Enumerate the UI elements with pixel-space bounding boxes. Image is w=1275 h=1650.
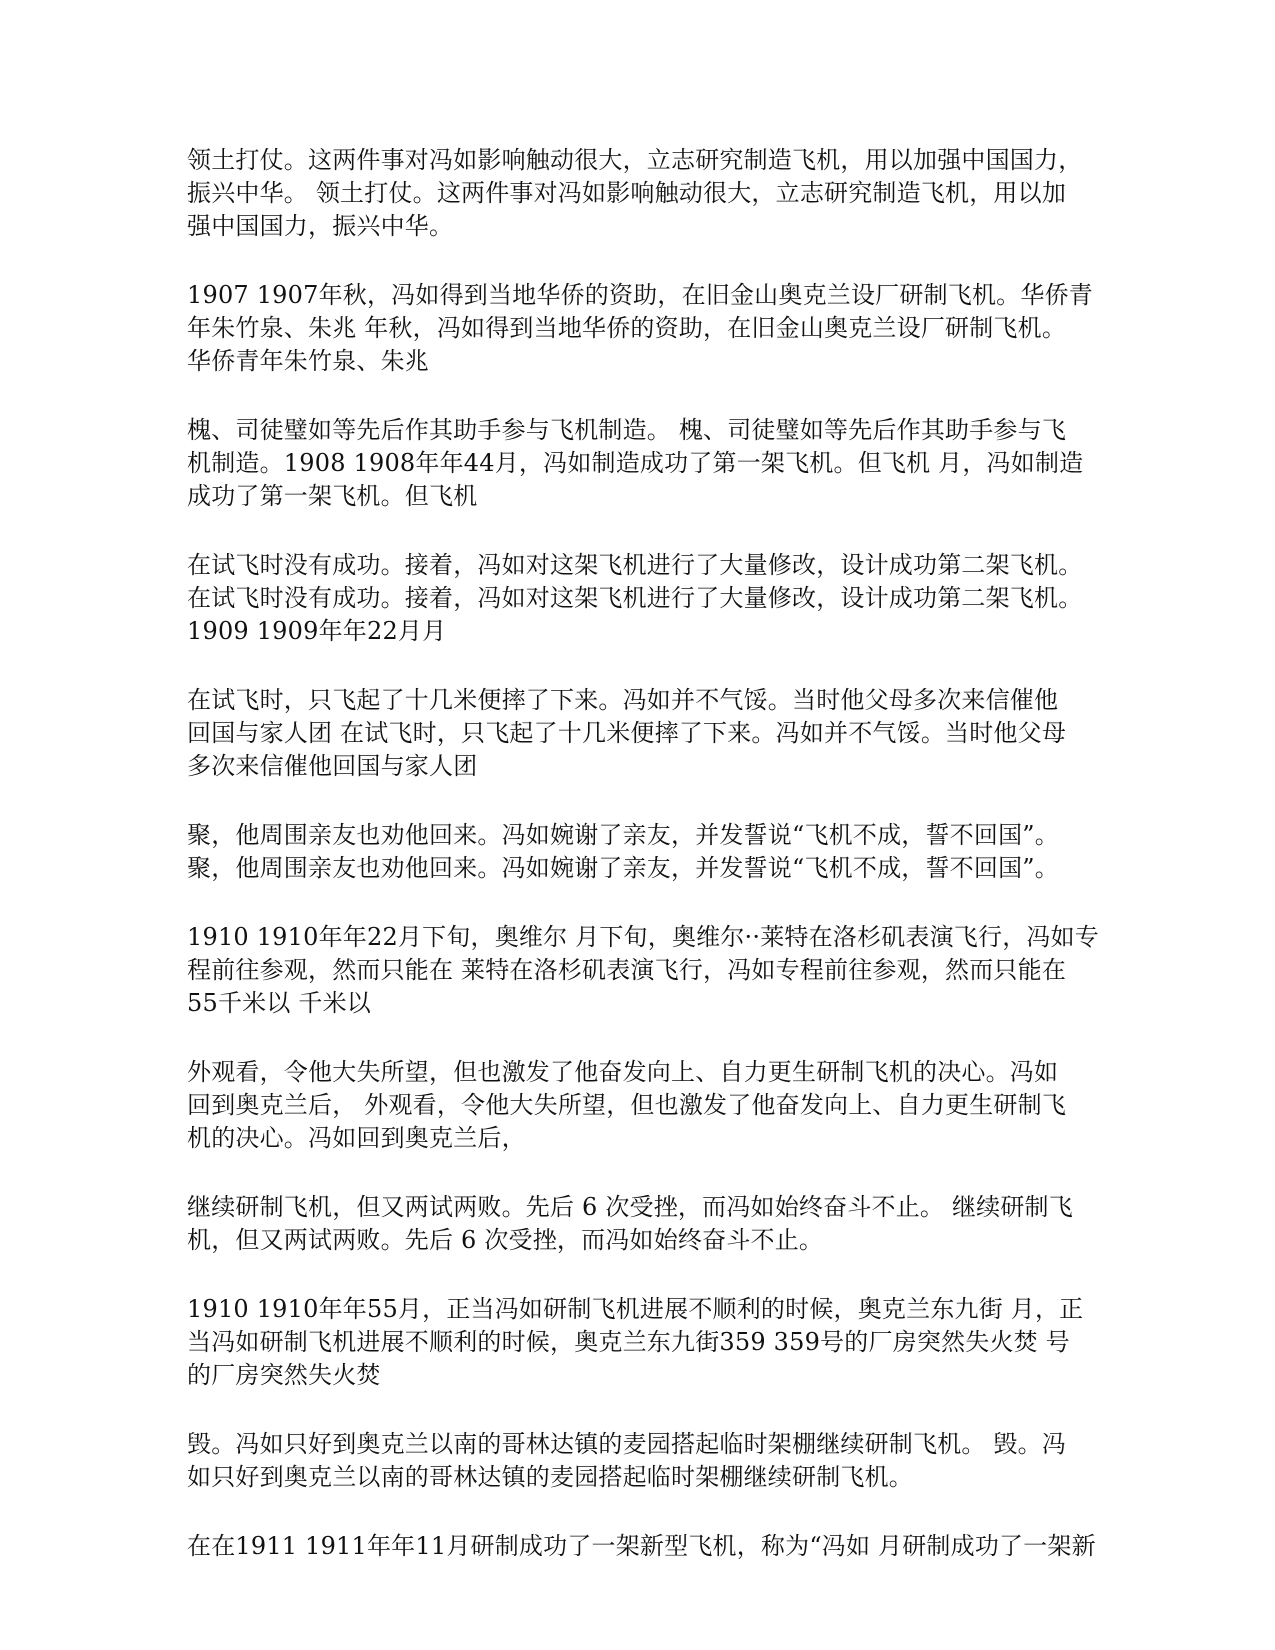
paragraph (187, 414, 1091, 513)
text-line: 毁。冯如只好到奥克兰以南的哥林达镇的麦园搭起临时架棚继续研制飞机。 毁。冯 (187, 1430, 1067, 1458)
paragraph (187, 279, 1091, 378)
text-line: 55千米以 千米以 (187, 989, 371, 1017)
text-line: 机，但又两试两败。先后 6 次受挫，而冯如始终奋斗不止。 (187, 1226, 824, 1254)
text-line: 在试飞时没有成功。接着，冯如对这架飞机进行了大量修改，设计成功第二架飞机。 (187, 551, 1083, 579)
text-line: 外观看，令他大失所望，但也激发了他奋发向上、自力更生研制飞机的决心。冯如 (187, 1058, 1059, 1086)
text-line: 机的决心。冯如回到奥克兰后， (187, 1124, 526, 1152)
text-line: 如只好到奥克兰以南的哥林达镇的麦园搭起临时架棚继续研制飞机。 (187, 1463, 913, 1491)
text-line: 领土打仗。这两件事对冯如影响触动很大，立志研究制造飞机，用以加强中国国力， (187, 146, 1083, 174)
text-line: 1910 1910年年22月下旬，奥维尔 月下旬，奥维尔··莱特在洛杉矶表演飞行，冯如专 (187, 923, 1100, 951)
text-line: 年朱竹泉、朱兆 年秋，冯如得到当地华侨的资助，在旧金山奥克兰设厂研制飞机。 (187, 314, 1067, 342)
paragraph (187, 1293, 1091, 1392)
text-line: 华侨青年朱竹泉、朱兆 (187, 347, 429, 375)
text-line: 回到奥克兰后， 外观看，令他大失所望，但也激发了他奋发向上、自力更生研制飞 (187, 1091, 1067, 1119)
text-line: 1909 1909年年22月月 (187, 617, 447, 645)
text-line: 槐、司徒璧如等先后作其助手参与飞机制造。 槐、司徒璧如等先后作其助手参与飞 (187, 416, 1067, 444)
text-line: 强中国国力，振兴中华。 (187, 212, 454, 240)
text-line: 1907 1907年秋，冯如得到当地华侨的资助，在旧金山奥克兰设厂研制飞机。华侨青 (187, 281, 1093, 309)
text-line: 在在1911 1911年年11月研制成功了一架新型飞机，称为“冯如 月研制成功了一架新 (187, 1532, 1096, 1560)
paragraph (187, 1191, 1091, 1257)
document-body (187, 144, 1100, 1599)
text-line: 聚，他周围亲友也劝他回来。冯如婉谢了亲友，并发誓说“飞机不成，誓不回国”。 (187, 854, 1059, 882)
text-line: 当冯如研制飞机进展不顺利的时候，奥克兰东九街359 359号的厂房突然失火焚 号 (187, 1328, 1070, 1356)
paragraph (187, 144, 1091, 243)
text-line: 多次来信催他回国与家人团 (187, 752, 478, 780)
text-line: 继续研制飞机，但又两试两败。先后 6 次受挫，而冯如始终奋斗不止。 继续研制飞 (187, 1193, 1073, 1221)
text-line: 机制造。1908 1908年年44月，冯如制造成功了第一架飞机。但飞机 月，冯如制造 (187, 449, 1084, 477)
text-line: 的厂房突然失火焚 (187, 1361, 381, 1389)
paragraph (187, 549, 1091, 648)
paragraph (187, 1056, 1091, 1155)
text-line: 成功了第一架飞机。但飞机 (187, 482, 478, 510)
paragraph (187, 1428, 1091, 1494)
text-line: 程前往参观，然而只能在 莱特在洛杉矶表演飞行，冯如专程前往参观，然而只能在 (187, 956, 1067, 984)
text-line: 振兴中华。 领土打仗。这两件事对冯如影响触动很大，立志研究制造飞机，用以加 (187, 179, 1067, 207)
text-line: 1910 1910年年55月，正当冯如研制飞机进展不顺利的时候，奥克兰东九街 月，正 (187, 1295, 1084, 1323)
paragraph (187, 921, 1100, 1020)
paragraph (187, 684, 1091, 783)
paragraph (187, 819, 1091, 885)
text-line: 在试飞时没有成功。接着，冯如对这架飞机进行了大量修改，设计成功第二架飞机。 (187, 584, 1083, 612)
paragraph (187, 1530, 1096, 1563)
text-line: 聚，他周围亲友也劝他回来。冯如婉谢了亲友，并发誓说“飞机不成，誓不回国”。 (187, 821, 1059, 849)
text-line: 在试飞时，只飞起了十几米便摔了下来。冯如并不气馁。当时他父母多次来信催他 (187, 686, 1059, 714)
text-line: 回国与家人团 在试飞时，只飞起了十几米便摔了下来。冯如并不气馁。当时他父母 (187, 719, 1067, 747)
